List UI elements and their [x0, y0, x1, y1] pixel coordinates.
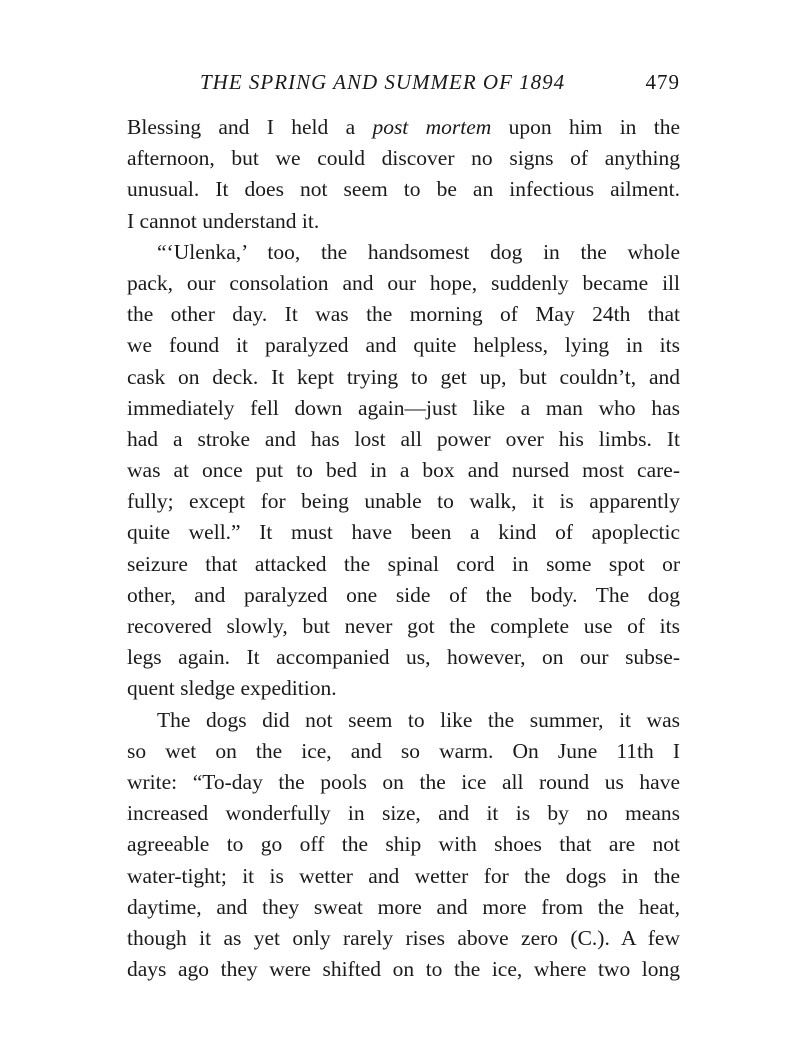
text-line: afternoon, but we could discover no signs of anything — [127, 146, 680, 171]
text-line: “‘Ulenka,’ too, the handsomest dog in the whole — [157, 239, 680, 264]
text-line: legs again. It accompanied us, however, on our subse- — [127, 645, 680, 670]
text-line: other, and paralyzed one side of the body. The dog — [127, 582, 680, 607]
text-line: I cannot understand it. — [127, 208, 320, 233]
text-line: cask on deck. It kept trying to get up, but couldn’t, and — [127, 364, 680, 389]
text-line: Blessing and I held a post mortem upon him in the — [127, 115, 680, 139]
text-line: fully; except for being unable to walk, it is apparently — [127, 489, 680, 514]
text-line: write: “To-day the pools on the ice all round us have — [127, 769, 680, 794]
page-number: 479 — [645, 70, 680, 94]
text-line: The dogs did not seem to like the summer, it was — [157, 707, 680, 732]
text-line: unusual. It does not seem to be an infectious ailment. — [127, 177, 680, 202]
text-line: increased wonderfully in size, and it is by no means — [127, 801, 680, 826]
text-line: so wet on the ice, and so warm. On June 11th I — [127, 738, 680, 763]
text-line: daytime, and they sweat more and more from the heat, — [127, 894, 680, 919]
body-text — [127, 112, 680, 985]
text-line: water-tight; it is wetter and wetter for the dogs in the — [127, 863, 680, 888]
running-title: THE SPRING AND SUMMER OF 1894 — [200, 70, 566, 94]
text-line: seizure that attacked the spinal cord in some spot or — [127, 551, 680, 576]
text-line: was at once put to bed in a box and nursed most care- — [127, 458, 680, 483]
text-line: quent sledge expedition. — [127, 676, 337, 701]
text-line: had a stroke and has lost all power over his limbs. It — [127, 426, 680, 451]
text-line: days ago they were shifted on to the ice, where two long — [127, 957, 680, 982]
text-line: immediately fell down again—just like a man who has — [127, 395, 680, 420]
page-header — [200, 70, 680, 100]
text-line: agreeable to go off the ship with shoes that are not — [127, 832, 680, 857]
text-line: quite well.” It must have been a kind of apoplectic — [127, 520, 680, 545]
text-line: we found it paralyzed and quite helpless, lying in its — [127, 333, 680, 358]
text-line: the other day. It was the morning of May 24th that — [127, 302, 680, 327]
text-line: recovered slowly, but never got the complete use of its — [127, 614, 680, 638]
text-line: pack, our consolation and our hope, suddenly became ill — [127, 270, 680, 295]
text-line: though it as yet only rarely rises above zero (C.). A few — [127, 925, 680, 950]
